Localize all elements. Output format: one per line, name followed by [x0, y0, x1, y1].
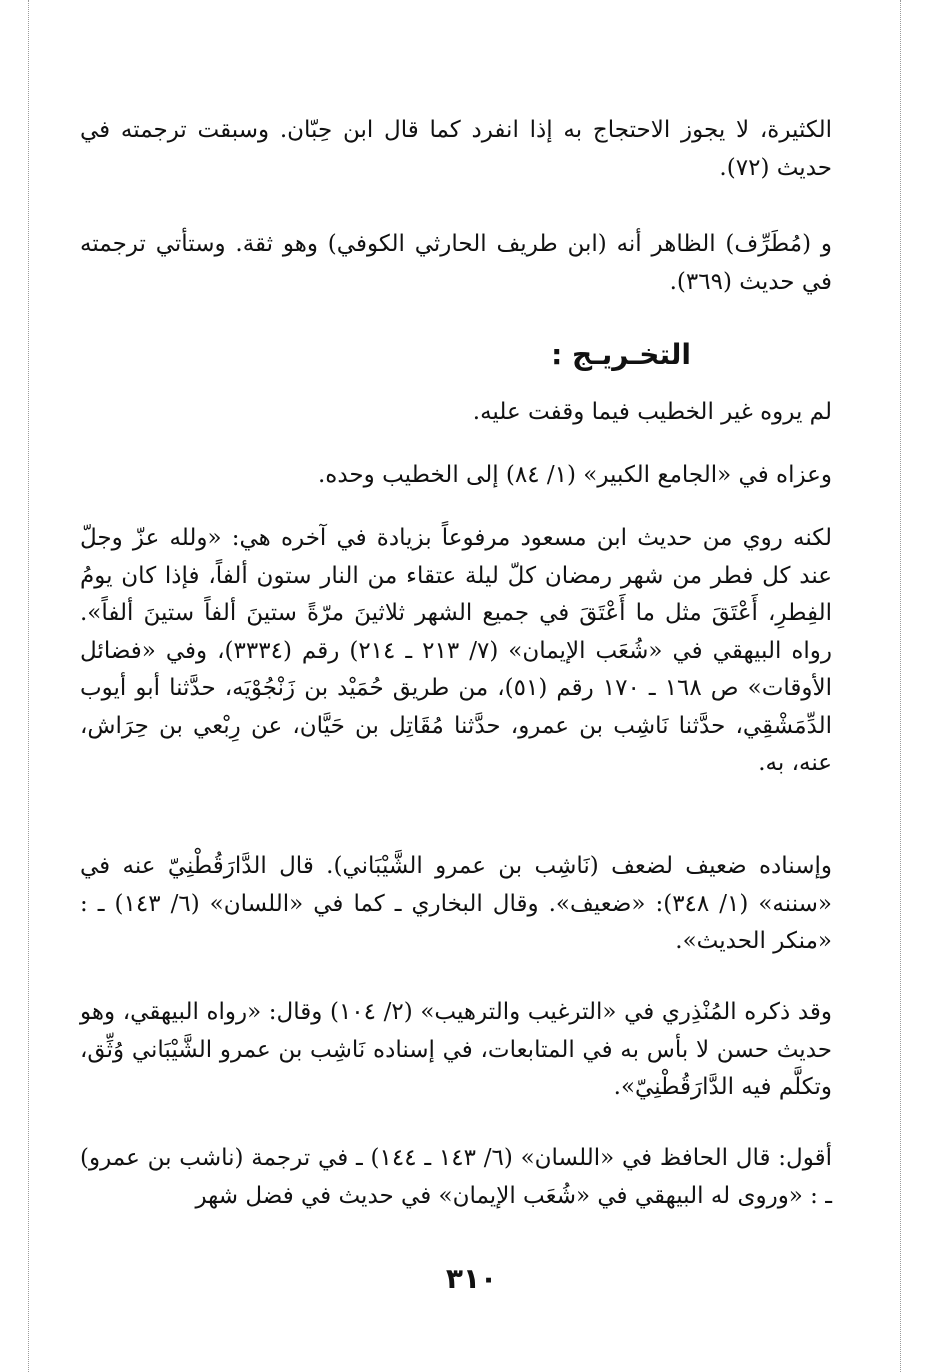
right-margin-line: [900, 0, 901, 1372]
paragraph-1: الكثيرة، لا يجوز الاحتجاج به إذا انفرد كما قال ابن حِبّان. وسبقت ترجمته في حديث (٧٢).: [80, 117, 832, 181]
paragraph-2: و (مُطَرِّف) الظاهر أنه (ابن طريف الحارثي الكوفي) وهو ثقة. وستأتي ترجمته في حديث (٣٦٩).: [80, 231, 832, 295]
left-margin-line: [28, 0, 29, 1372]
paragraph-6: وإسناده ضعيف لضعف (نَاشِب بن عمرو الشَّيْبَاني). قال الدَّارَقُطْنِيّ عنه في «سننه» (١/ ٣٤٨): «ضعيف». وقال البخاري ـ كما في «اللسان» (٦/ ١٤٣) ـ : «منكر الحديث».: [80, 853, 832, 954]
paragraph-7: وقد ذكره المُنْذِري في «الترغيب والترهيب» (٢/ ١٠٤) وقال: «رواه البيهقي، وهو حديث حسن لا بأس به في المتابعات، في إسناده نَاشِب بن عمرو الشَّيْبَاني وُثِّق، وتكلَّم فيه الدَّارَقُطْنِيّ».: [80, 999, 833, 1100]
page-number: ٣١٠: [445, 1262, 498, 1295]
paragraph-5: لكنه روي من حديث ابن مسعود مرفوعاً بزيادة في آخره هي: «ولله عزّ وجلّ عند كل فطر من شهر رمضان كلّ ليلة عتقاء من النار ستون ألفاً، فإذا كان يومُ الفِطرِ، أَعْتَقَ مثل ما أَعْتَقَ في جميع الشهر ثلاثينَ مرّةً ستينَ ألفاً ستينَ ألفاً». رواه البيهقي في «شُعَب الإيمان» (٧/ ٢١٣ ـ ٢١٤) رقم (٣٣٣٤)، وفي «فضائل الأوقات» ص ١٦٨ ـ ١٧٠ رقم (٥١)، من طريق حُمَيْد بن زَنْجُوْيَه، حدَّثنا أبو أيوب الدِّمَشْقِي، حدَّثنا نَاشِب بن عمرو، حدَّثنا مُقَاتِل بن حَيَّان، عن رِبْعي بن حِرَاش، عنه، به.: [80, 525, 833, 776]
paragraph-3: لم يروه غير الخطيب فيما وقفت عليه.: [472, 399, 832, 425]
paragraph-4: وعزاه في «الجامع الكبير» (١/ ٨٤) إلى الخطيب وحده.: [318, 462, 832, 488]
section-heading: التخـريـج :: [551, 338, 691, 371]
paragraph-8: أقول: قال الحافظ في «اللسان» (٦/ ١٤٣ ـ ١٤٤) ـ في ترجمة (ناشب بن عمرو) ـ : «وروى له البيهقي في «شُعَب الإيمان» في حديث في فضل شهر: [80, 1145, 832, 1209]
